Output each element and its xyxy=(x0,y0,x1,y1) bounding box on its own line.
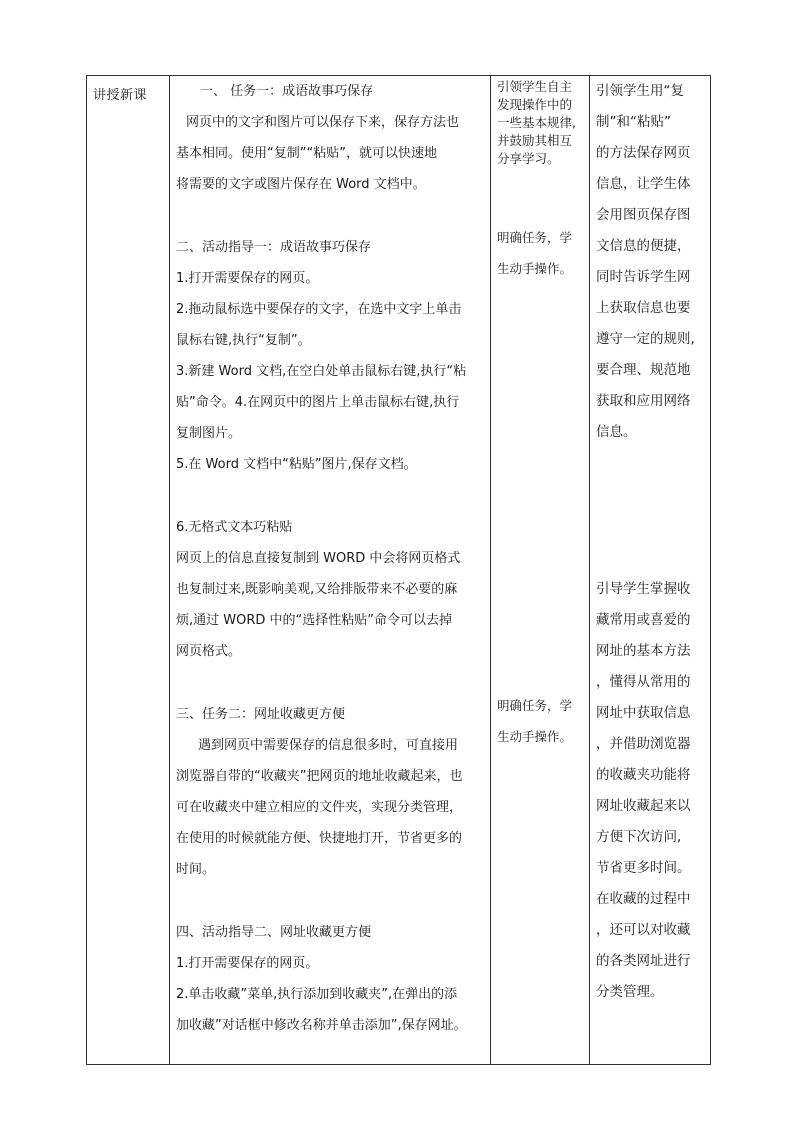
design-intent-line: 网址中获取信息 xyxy=(596,705,691,721)
design-intent-line: 文信息的便捷， xyxy=(596,238,691,254)
content-text-line: 二、活动指导一：成语故事巧保存 xyxy=(176,240,372,255)
content-text-line: 贴”命令。4.在网页中的图片上单击鼠标右键,执行 xyxy=(176,395,460,410)
teacher-activity-line: 发现操作中的 xyxy=(497,97,573,112)
teacher-activity-line: 明确任务，学 xyxy=(497,230,573,245)
content-text-line: 四、活动指导二、网址收藏更方便 xyxy=(176,925,372,940)
teacher-activity-line: 生动手操作。 xyxy=(497,729,573,744)
design-intent-line: 会用图页保存图 xyxy=(596,207,691,223)
design-intent-line: ，懂得从常用的 xyxy=(596,674,691,690)
content-text-line: 鼠标右键,执行“复制”。 xyxy=(176,333,311,348)
design-intent-line: 获取和应用网络 xyxy=(596,393,691,409)
row-label-cell xyxy=(87,76,170,1065)
content-text-line: 6.无格式文本巧粘贴 xyxy=(176,520,293,535)
content-text-line: 1.打开需要保存的网页。 xyxy=(176,956,319,971)
content-text-line: 三、任务二：网址收藏更方便 xyxy=(176,707,346,722)
design-intent-line: 信息。 xyxy=(596,424,637,440)
content-text-line: 可在收藏夹中建立相应的文件夹，实现分类管理， xyxy=(176,800,463,815)
design-intent-line: 方便下次访问, xyxy=(596,829,682,845)
lesson-plan-table xyxy=(86,75,711,1065)
design-intent-cell xyxy=(590,76,711,1065)
design-intent-line: 的收藏夹功能将 xyxy=(596,767,691,783)
design-intent-line: 分类管理。 xyxy=(596,984,664,1000)
content-text-line: 一、 任务一：成语故事巧保存 xyxy=(200,84,374,99)
teacher-activity-line: 分享学习。 xyxy=(497,151,560,166)
table-row xyxy=(87,76,711,1065)
content-text-line: 网页上的信息直接复制到 WORD 中会将网页格式 xyxy=(176,551,461,566)
design-intent-line: 信息，让学生体 xyxy=(596,176,691,192)
teacher-activity-line: 明确任务，学 xyxy=(497,698,573,713)
teacher-activity-line: 一些基本规律, xyxy=(497,115,576,130)
design-intent-line: 要合理、规范地 xyxy=(596,362,691,378)
content-text-line: 时间。 xyxy=(176,862,216,877)
design-intent-line: ，还可以对收藏 xyxy=(596,922,691,938)
content-text-line: 2.单击收藏”菜单,执行添加到收藏夹”,在弹出的添 xyxy=(176,987,458,1002)
content-text-line: 也复制过来,既影响美观,又给排版带来不必要的麻 xyxy=(176,582,458,597)
teacher-activity-line: 生动手操作。 xyxy=(497,261,573,276)
content-text-line: 烦,通过 WORD 中的“选择性粘贴”命令可以去掉 xyxy=(176,613,452,628)
teacher-activity-line: 并鼓励其相互 xyxy=(497,133,573,148)
design-intent-line: 网址的基本方法 xyxy=(596,643,691,659)
content-text-line: 网页中的文字和图片可以保存下来，保存方法也 xyxy=(186,115,460,130)
design-intent-line: 同时告诉学生网 xyxy=(596,269,691,285)
design-intent-line: 的方法保存网页 xyxy=(596,145,691,161)
content-text-line: 复制图片。 xyxy=(176,426,242,441)
design-intent-line: ，并借助浏览器 xyxy=(596,736,691,752)
design-intent-line: 上获取信息也要 xyxy=(596,300,691,316)
design-intent-line: 在收藏的过程中 xyxy=(596,891,691,907)
design-intent-line: 的各类网址进行 xyxy=(596,953,691,969)
teacher-activity-line: 引领学生自主 xyxy=(497,79,573,94)
content-cell xyxy=(170,76,491,1065)
content-text-line: 网页格式。 xyxy=(176,644,242,659)
content-text-line: 5.在 Word 文档中“粘贴”图片,保存文档。 xyxy=(176,457,417,472)
content-text-line: 基本相同。使用“复制”“粘贴”，就可以快速地 xyxy=(176,146,437,161)
design-intent-line: 遵守一定的规则, xyxy=(596,331,695,347)
design-intent-line: 引导学生掌握收 xyxy=(596,581,691,597)
design-intent-line: 网址收藏起来以 xyxy=(596,798,691,814)
content-text-line: 3.新建 Word 文档,在空白处单击鼠标右键,执行“粘 xyxy=(176,364,467,379)
design-intent-line: 藏常用或喜爱的 xyxy=(596,612,691,628)
content-text-line: 浏览器自带的“收藏夹”把网页的地址收藏起来，也 xyxy=(176,769,463,784)
content-text-line: 加收藏”对话框中修改名称并单击添加”,保存网址。 xyxy=(176,1018,467,1033)
content-text-line: 1.打开需要保存的网页。 xyxy=(176,271,319,286)
design-intent-line: 制”和“粘贴” xyxy=(596,114,671,130)
teacher-activity-cell xyxy=(491,76,590,1065)
design-intent-line: 节省更多时间。 xyxy=(596,860,691,876)
row-label: 讲授新课 xyxy=(93,88,148,103)
content-text-line: 2.拖动鼠标选中要保存的文字，在选中文字上单击 xyxy=(176,302,462,317)
content-text-line: 在使用的时候就能方便、快捷地打开，节省更多的 xyxy=(176,831,463,846)
content-text-line: 将需要的文字或图片保存在 Word 文档中。 xyxy=(176,177,426,192)
content-text-line: 遇到网页中需要保存的信息很多时，可直接用 xyxy=(198,738,459,753)
design-intent-line: 引领学生用“复 xyxy=(596,83,684,99)
